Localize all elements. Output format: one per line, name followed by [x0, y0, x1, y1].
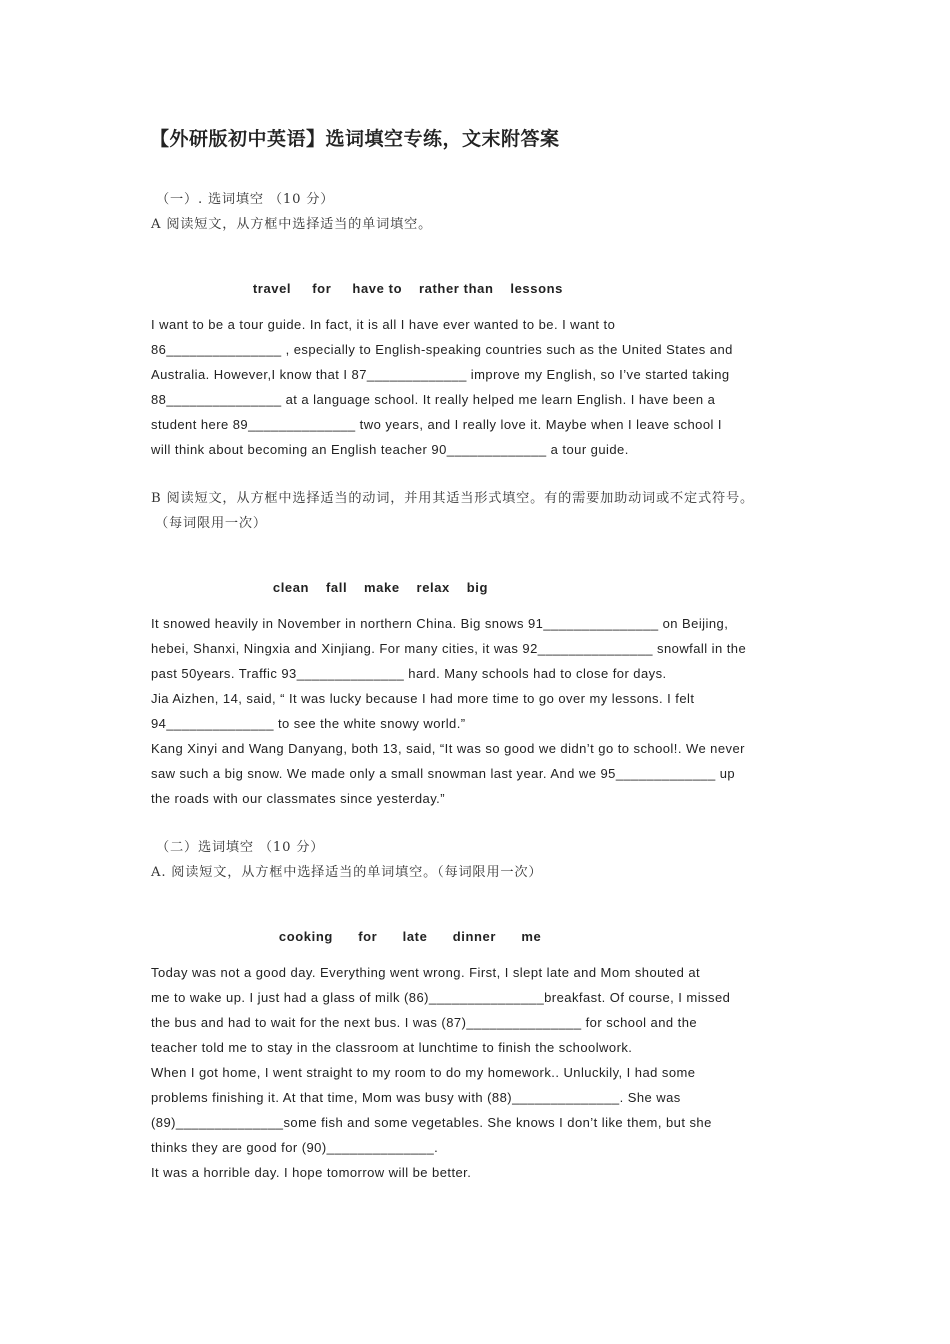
- passage-line: 86_______________ , especially to English-speaking countries such as the United States and: [151, 342, 733, 357]
- section-1b-instruction-note: （每词限用一次）: [155, 516, 267, 531]
- word-option: big: [466, 580, 489, 595]
- word-option: make: [364, 580, 400, 595]
- passage-line: Kang Xinyi and Wang Danyang, both 13, said, “It was so good we didn’t go to school!. We never: [151, 741, 745, 756]
- passage-line: will think about becoming an English teacher 90_____________ a tour guide.: [151, 442, 629, 457]
- word-box-1a: [236, 266, 563, 311]
- passage-line: I want to be a tour guide. In fact, it is all I have ever wanted to be. I want to: [151, 317, 616, 332]
- word-option: lessons: [510, 281, 563, 296]
- word-option: fall: [325, 580, 348, 595]
- section-1b-instruction: B 阅读短文，从方框中选择适当的动词，并用其适当形式填空。有的需要加助动词或不定式符号。: [151, 491, 754, 506]
- word-option: for: [312, 281, 332, 296]
- passage-line: Australia. However,I know that I 87_____________ improve my English, so I’ve started taking: [151, 367, 730, 382]
- passage-line: 94______________ to see the white snowy world.”: [151, 716, 466, 731]
- passage-line: hebei, Shanxi, Ningxia and Xinjiang. For many cities, it was 92_______________ snowfall in the: [151, 641, 747, 656]
- word-box-2a: [262, 914, 541, 959]
- passage-line: teacher told me to stay in the classroom at lunchtime to finish the schoolwork.: [151, 1040, 633, 1055]
- passage-line: problems finishing it. At that time, Mom was busy with (88)______________. She was: [151, 1090, 681, 1105]
- word-option: travel: [252, 281, 292, 296]
- passage-line: It snowed heavily in November in northern China. Big snows 91_______________ on Beijing,: [151, 616, 729, 631]
- word-option: cooking: [278, 929, 333, 944]
- word-option: relax: [416, 580, 450, 595]
- word-option: for: [358, 929, 378, 944]
- section-1a-instruction: A 阅读短文，从方框中选择适当的单词填空。: [151, 217, 433, 232]
- section-2-heading: （二）选词填空 （10 分）: [156, 840, 325, 855]
- word-option: have to: [352, 281, 403, 296]
- word-option: me: [521, 929, 542, 944]
- section-2a-instruction: A. 阅读短文，从方框中选择适当的单词填空。（每词限用一次）: [151, 865, 543, 880]
- passage-line: 88_______________ at a language school. It really helped me learn English. I have been a: [151, 392, 716, 407]
- passage-line: (89)______________some fish and some vegetables. She knows I don’t like them, but she: [151, 1115, 712, 1130]
- word-option: dinner: [452, 929, 497, 944]
- passage-line: the roads with our classmates since yesterday.”: [151, 791, 446, 806]
- passage-line: past 50years. Traffic 93______________ hard. Many schools had to close for days.: [151, 666, 667, 681]
- passage-line: student here 89______________ two years, and I really love it. Maybe when I leave school I: [151, 417, 722, 432]
- passage-line: saw such a big snow. We made only a small snowman last year. And we 95_____________ up: [151, 766, 736, 781]
- passage-line: Today was not a good day. Everything went wrong. First, I slept late and Mom shouted at: [151, 965, 701, 980]
- passage-line: the bus and had to wait for the next bus. I was (87)_______________ for school and the: [151, 1015, 698, 1030]
- word-box-1b: [256, 565, 488, 610]
- passage-line: me to wake up. I just had a glass of milk (86)_______________breakfast. Of course, I missed: [151, 990, 731, 1005]
- passage-line: When I got home, I went straight to my room to do my homework.. Unluckily, I had some: [151, 1065, 696, 1080]
- word-option: late: [402, 929, 428, 944]
- passage-line: thinks they are good for (90)______________.: [151, 1140, 439, 1155]
- passage-line: It was a horrible day. I hope tomorrow will be better.: [151, 1165, 472, 1180]
- word-option: clean: [272, 580, 310, 595]
- passage-line: Jia Aizhen, 14, said, “ It was lucky because I had more time to go over my lessons. I felt: [151, 691, 695, 706]
- document-title: 【外研版初中英语】选词填空专练，文末附答案: [150, 128, 560, 150]
- word-option: rather than: [419, 281, 494, 296]
- section-1-heading: （一）. 选词填空 （10 分）: [156, 192, 335, 207]
